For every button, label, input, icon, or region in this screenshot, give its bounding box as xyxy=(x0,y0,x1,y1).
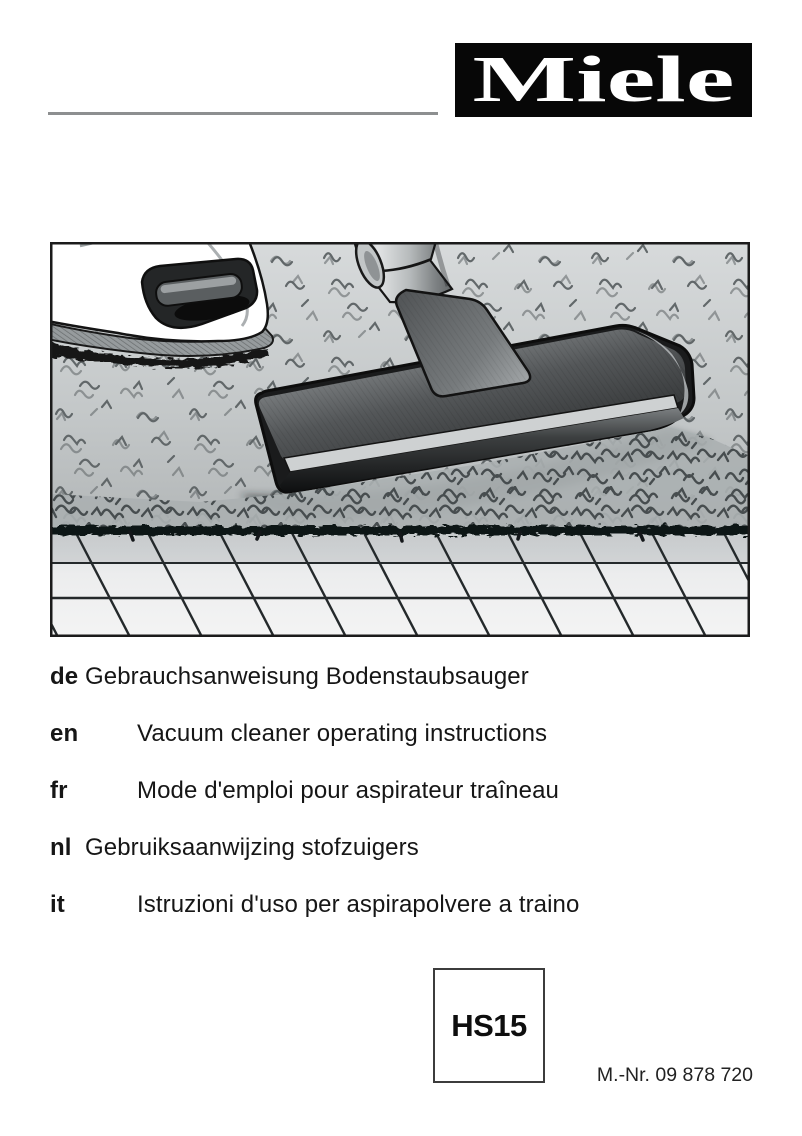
logo-wordmark: Miele xyxy=(472,43,735,116)
language-text: Mode d'emploi pour aspirateur traîneau xyxy=(137,777,559,804)
model-code: HS15 xyxy=(451,1007,527,1043)
language-row-fr xyxy=(50,779,760,803)
language-code: en xyxy=(50,720,79,747)
language-code: de xyxy=(50,663,79,690)
language-text: Gebrauchsanweisung Bodenstaubsauger xyxy=(85,663,529,690)
language-code: it xyxy=(50,891,65,918)
cover-illustration xyxy=(50,242,750,637)
language-code: fr xyxy=(50,777,68,804)
header-rule xyxy=(48,112,438,115)
language-code: nl xyxy=(50,834,72,861)
language-text: Istruzioni d'uso per aspirapolvere a traino xyxy=(137,891,580,918)
language-row-de xyxy=(50,665,760,689)
tile-floor xyxy=(50,533,750,637)
material-number: M.-Nr. 09 878 720 xyxy=(596,1064,753,1086)
miele-logo xyxy=(455,43,752,117)
carpet-scene xyxy=(50,242,750,563)
model-box xyxy=(433,968,545,1083)
language-text: Vacuum cleaner operating instructions xyxy=(137,720,548,747)
language-list xyxy=(50,665,760,950)
language-text: Gebruiksaanwijzing stofzuigers xyxy=(85,834,419,861)
language-row-nl xyxy=(50,836,760,860)
language-row-it xyxy=(50,893,760,917)
language-row-en xyxy=(50,722,760,746)
